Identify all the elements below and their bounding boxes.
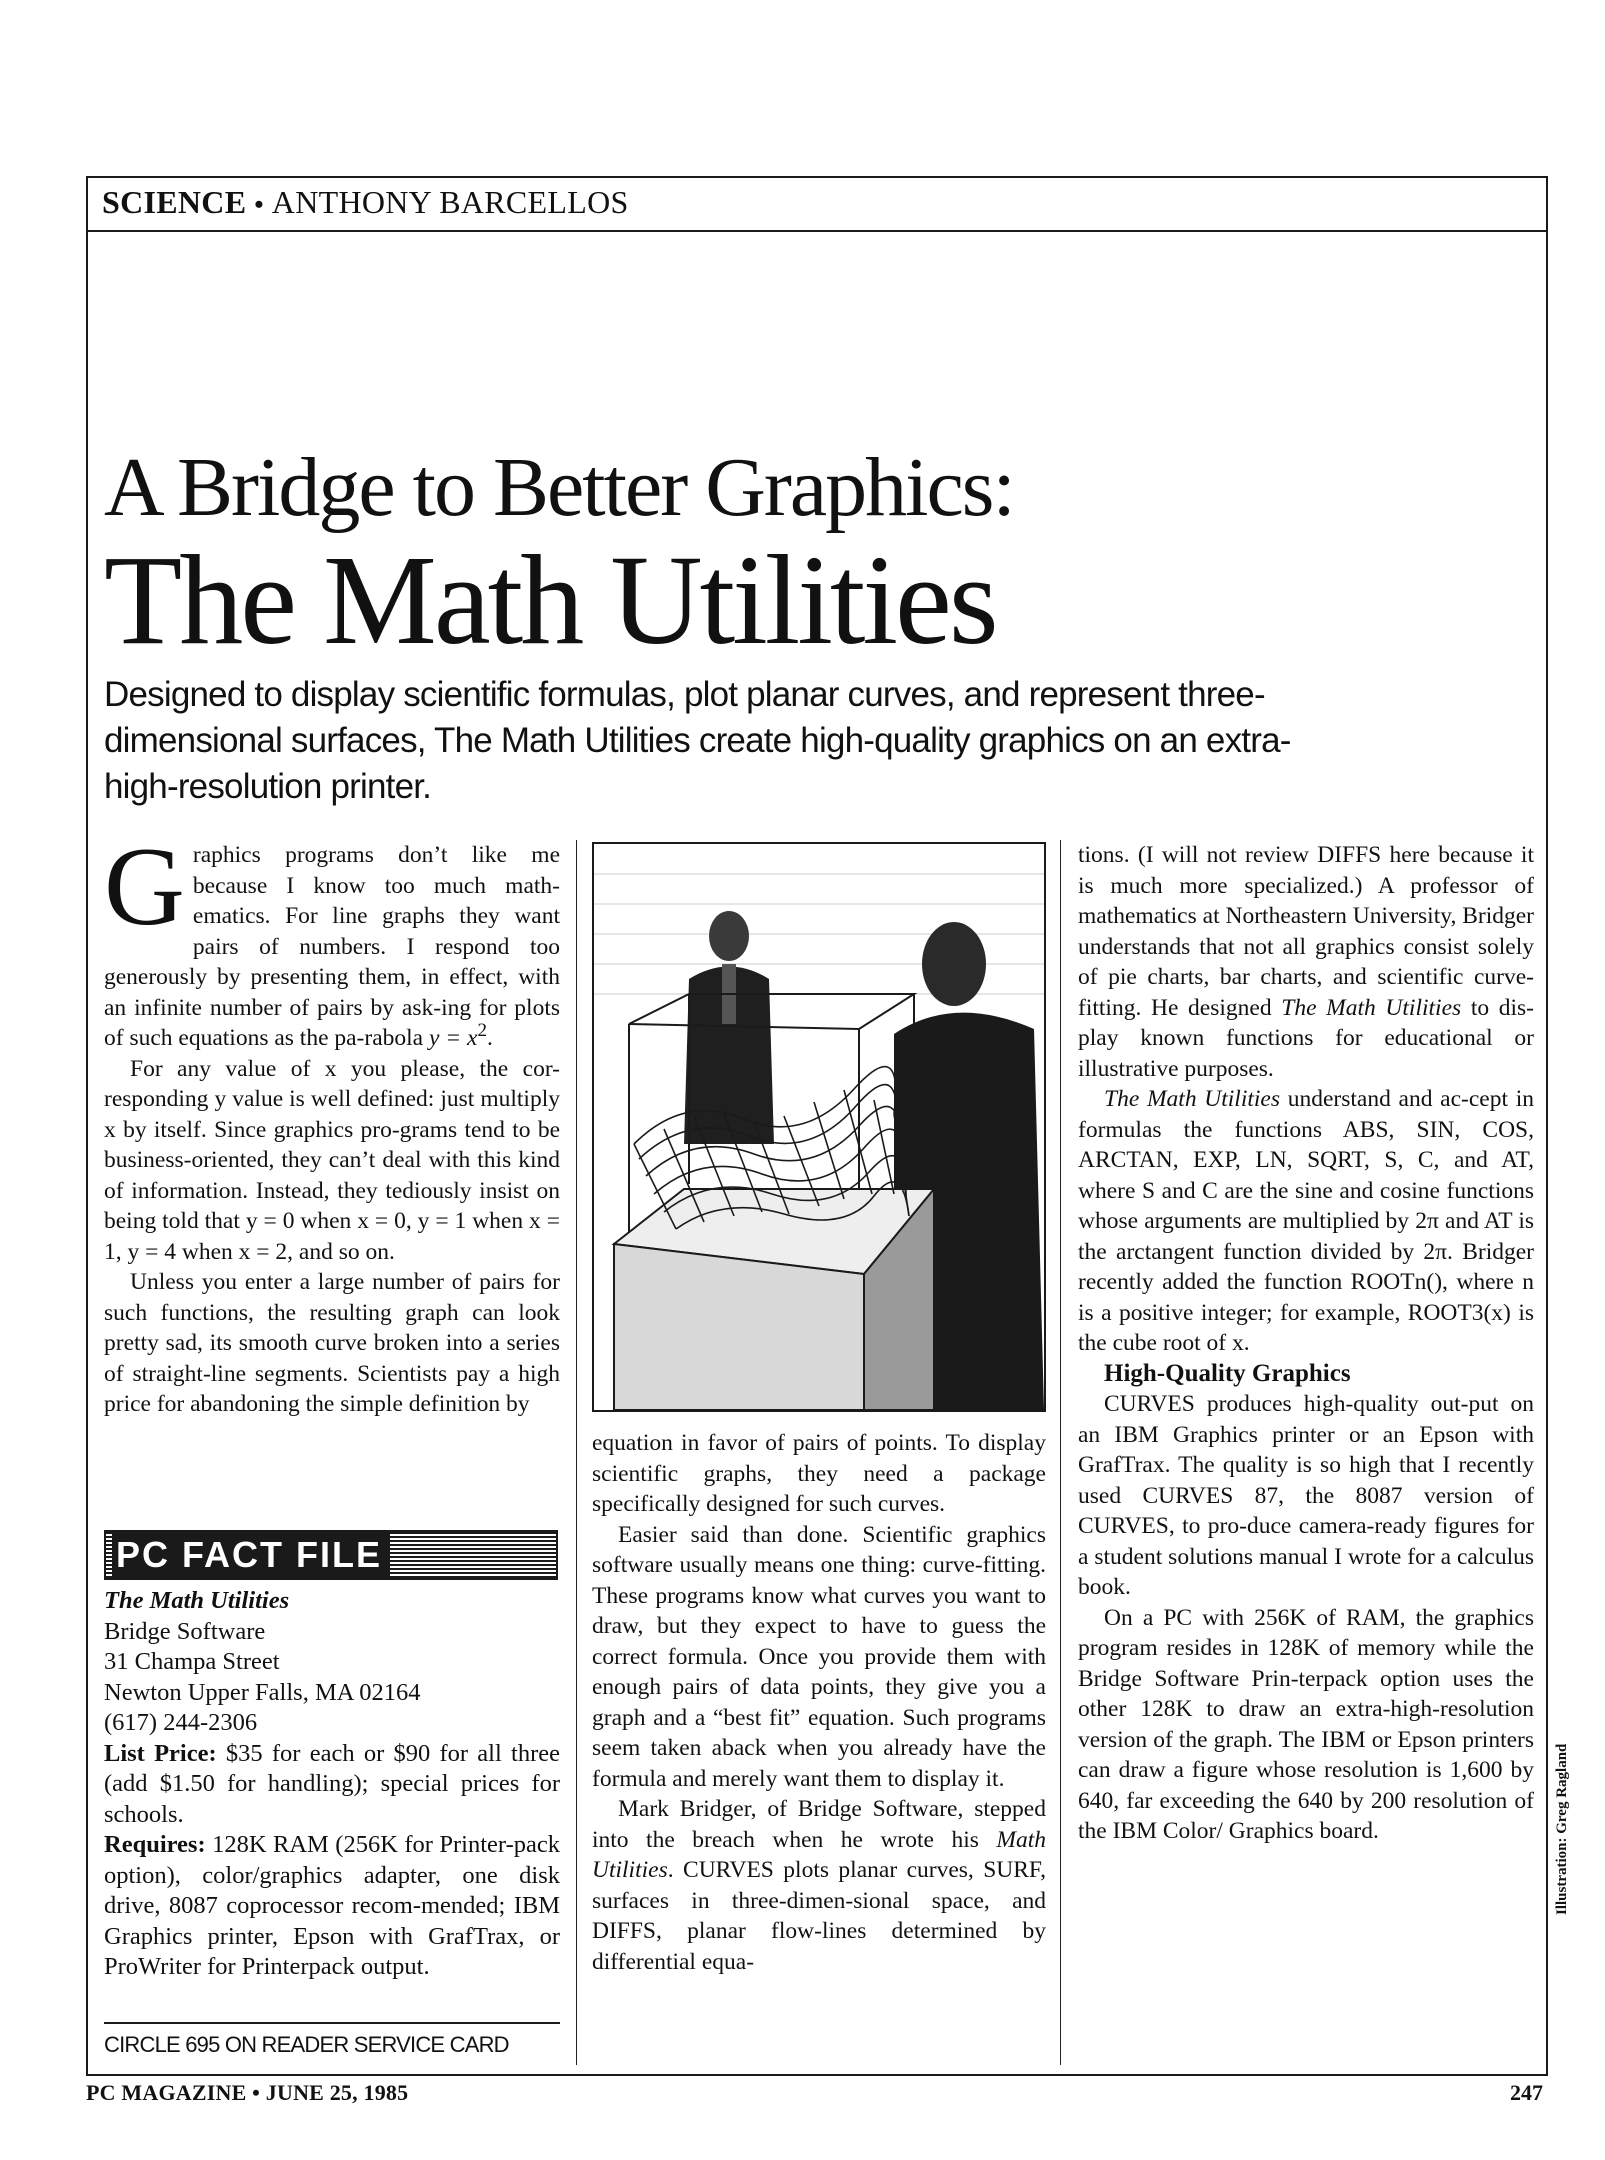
deck-subtitle: Designed to display scientific formulas, plot planar curves, and represent three-dimensional surfaces, The Math Utilities create high-quality graphics on an extra-high-resolution printer.: [104, 675, 1291, 806]
bullet-separator: •: [254, 190, 264, 219]
fact-file-logo: PC FACT FILE: [112, 1534, 390, 1576]
man-left-head: [709, 911, 749, 961]
paragraph-7: tions. (I will not review DIFFS here because it is much more specialized.) A professor of mathematics at Northeastern University, Bridger understands that not all graphics consist solely of pie charts, bar charts, and scientific curve-fitting. He designed The Math Utilities to dis-play known functions for educational or illustrative purposes.: [1078, 842, 1535, 1082]
paragraph-9: CURVES produces high-quality out-put on an IBM Graphics printer or an Epson with GrafTrax. The quality is so high that I recently used CURVES 87, the 8087 version of CURVES, to pro-duce camera-ready figures for a student solutions manual I wrote for a calculus book.: [1078, 1391, 1534, 1600]
pedestal-front: [614, 1244, 864, 1410]
paragraph-1: Graphics programs don’t like me because I know too much math-ematics. For line graphs they want pairs of numbers. I respond too generously by presenting them, in effect, with an infinite number of pairs by ask-ing for plots of such equations as the pa-rabola $y = x^2$.: [104, 825, 560, 1051]
paragraph-6: Mark Bridger, of Bridge Software, stepped into the breach when he wrote his Math Utilities. CURVES plots planar curves, SURF, surfaces in three-dimen-sional space, and DIFFS, planar flow-lines determined by differential equa-: [592, 1796, 1046, 1975]
column-rule-1: [576, 840, 577, 2065]
paragraph-10: On a PC with 256K of RAM, the graphics program resides in 128K of memory while the Bridge Software Prin-terpack option uses the other 128K to draw an extra-high-resolution version of the graph. The IBM or Epson printers can draw a figure whose resolution is 1,600 by 640, far exceeding the 640 by 200 resolution of the IBM Color/ Graphics board.: [1078, 1604, 1534, 1844]
title-line-1: A Bridge to Better Graphics:: [104, 441, 1014, 534]
column-2: [592, 1428, 1046, 1977]
page-number: 247: [1510, 2080, 1543, 2105]
fact-phone: (617) 244-2306: [104, 1709, 258, 1736]
illustration: [592, 842, 1046, 1412]
author-name: ANTHONY BARCELLOS: [271, 184, 629, 220]
column-1: [104, 825, 560, 1420]
subhead-high-quality-graphics: High-Quality Graphics: [1104, 1359, 1351, 1387]
pedestal: [614, 1189, 934, 1410]
fact-city: Newton Upper Falls, MA 02164: [104, 1678, 421, 1706]
fact-file-banner: [104, 1530, 558, 1580]
fact-file-box: [104, 1586, 560, 1983]
paragraph-4: equation in favor of pairs of points. To display scientific graphs, they need a package specifically designed for such curves.: [592, 1430, 1046, 1517]
section-label: SCIENCE: [102, 184, 247, 220]
column-3: [1078, 840, 1534, 1847]
woman-right-head: [922, 922, 986, 1006]
fact-requires: Requires: 128K RAM (256K for Printer-pack option), color/graphics adapter, one disk drive, 8087 coprocessor recom-mended; IBM Graphics printer, Epson with GrafTrax, or ProWriter for Printerpack output.: [104, 1831, 560, 1980]
title-line-2: The Math Utilities: [104, 529, 996, 671]
reader-service-note: CIRCLE 695 ON READER SERVICE CARD: [104, 2022, 560, 2058]
section-header: [102, 180, 629, 227]
fact-company: Bridge Software: [104, 1617, 266, 1645]
column-rule-2: [1060, 840, 1061, 2065]
fact-street: 31 Champa Street: [104, 1648, 280, 1675]
drop-cap: G: [104, 825, 185, 949]
illustration-svg: [594, 844, 1044, 1410]
footer-magazine-date: PC MAGAZINE • JUNE 25, 1985: [86, 2080, 409, 2105]
paragraph-5: Easier said than done. Scientific graphics software usually means one thing: curve-fitting. These programs know what curves you want to draw, but they expect to have to guess the correct formula. Once you provide them with enough pairs of data points, they give you a graph and a “best fit” equation. Such programs seem taken aback when you already have the formula and merely want them to display it.: [592, 1521, 1046, 1792]
paragraph-8: The Math Utilities understand and ac-cept in formulas the functions ABS, SIN, COS, ARCTAN, EXP, LN, SQRT, S, C, and AT, where S and C are the sine and cosine functions whose arguments are multiplied by 2π and AT is the arctangent function divided by 2π. Bridger recently added the function ROOTn(), where n is a positive integer; for example, ROOT3(x) is the cube root of x.: [1078, 1086, 1534, 1356]
fact-product: The Math Utilities: [104, 1587, 290, 1614]
paragraph-2: For any value of x you please, the cor-responding y value is well defined: just multiply x by itself. Since graphics pro-grams tend to be business-oriented, they can’t deal with this kind of information. Instead, they tediously insist on being told that y = 0 when x = 0, y = 1 when x = 1, y = 4 when x = 2, and so on.: [104, 1055, 560, 1265]
illustration-credit: Illustration: Greg Ragland: [1554, 1743, 1570, 1915]
paragraph-3: Unless you enter a large number of pairs for such functions, the resulting graph can look pretty sad, its smooth curve broken into a series of straight-line segments. Scientists pay a high price for abandoning the simple definition by: [104, 1269, 560, 1417]
fact-price: List Price: $35 for each or $90 for all three (add $1.50 for handling); special prices for schools.: [104, 1739, 560, 1828]
